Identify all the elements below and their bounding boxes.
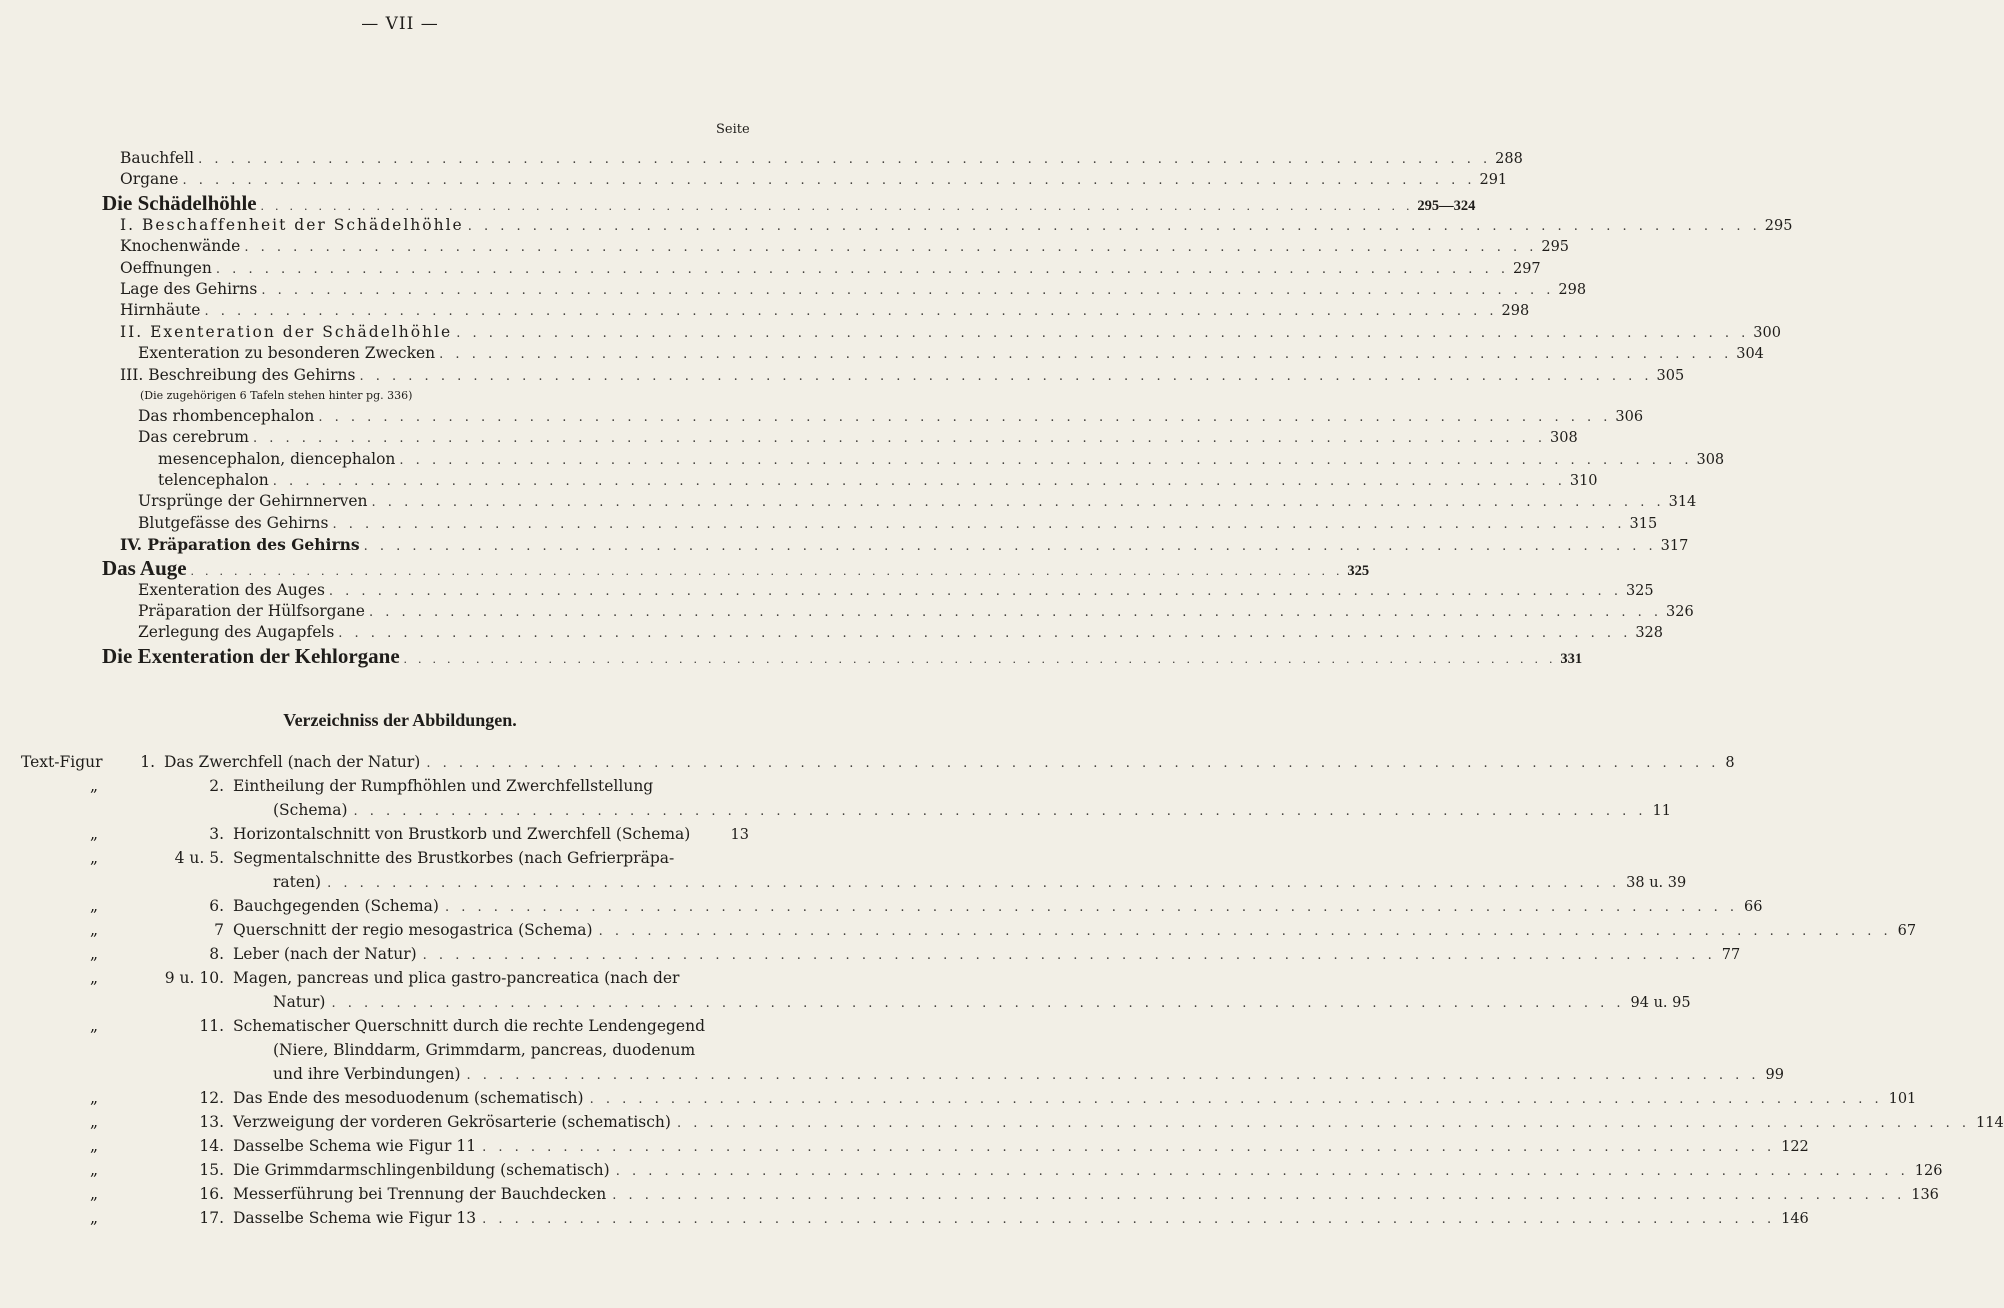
- figure-number: 2.: [209, 777, 224, 795]
- figure-page: 38 u. 39: [1626, 875, 1687, 891]
- toc-entry-page: 308: [1550, 430, 1578, 447]
- toc-entry-label: Zerlegung des Augapfels: [138, 623, 335, 642]
- toc-entry-page: 328: [1635, 625, 1664, 642]
- figure-entry: [0, 774, 1671, 822]
- figure-caption: Magen, pancreas und plica gastro-pancreatica (nach der: [233, 969, 680, 987]
- toc-entry-label: III. Beschreibung des Gehirns: [120, 365, 356, 384]
- dot-leader: . . . . . . . . . . . . . . . . . . . . . . . . . . . . . . . . . . . . . . . . . . . . . . . . . . . . . . . . . . . . . . . . . . . . . . . . . . . . . . . .: [598, 924, 1892, 939]
- toc-entry-label: Die Exenteration der Kehlorgane: [102, 643, 400, 668]
- figure-line: [233, 870, 1686, 894]
- figure-page: 11: [1652, 803, 1671, 819]
- figure-line: [233, 1110, 2004, 1134]
- toc-entry-page: 291: [1479, 172, 1508, 189]
- figure-caption: Horizontalschnitt von Brustkorb und Zwerchfell (Schema): [233, 825, 691, 843]
- figure-caption: Messerführung bei Trennung der Bauchdecken: [233, 1185, 607, 1203]
- dot-leader: . . . . . . . . . . . . . . . . . . . . . . . . . . . . . . . . . . . . . . . . . . . . . . . . . . . . . . . . . . . . . . . . . . . . . . . . . . . . . . . .: [331, 996, 1625, 1011]
- dot-leader: . . . . . . . . . . . . . . . . . . . . . . . . . . . . . . . . . . . . . . . . . . . . . . . . . . . . . . . . . . . . . . . . . . . . . . . . . . . . . . . .: [328, 583, 1622, 599]
- toc-entry: [0, 322, 1781, 343]
- toc-entry: [0, 169, 1508, 190]
- toc-entry-label: Die Schädelhöhle: [102, 190, 257, 215]
- figure-page: 8: [1725, 755, 1735, 771]
- dot-leader: . . . . . . . . . . . . . . . . . . . . . . . . . . . . . . . . . . . . . . . . . . . . . . . . . . . . . . . . . . . . . . . . . . . . . . . . . . . . . . . .: [399, 452, 1693, 468]
- dot-leader: . . . . . . . . . . . . . . . . . . . . . . . . . . . . . . . . . . . . . . . . . . . . . . . . . . . . . . . . . . . . . . . . . . . . . . . . . . . . . . . .: [244, 240, 1538, 256]
- figure-entry: [0, 1158, 1943, 1182]
- dot-leader: . . . . . . . . . . . . . . . . . . . . . . . . . . . . . . . . . . . . . . . . . . . . . . . . . . . . . . . . . . . . . . . . . . . . . . . . . . . . . . . .: [467, 218, 1761, 234]
- figure-line: [233, 1158, 1942, 1182]
- toc-entry: [0, 470, 1598, 491]
- figure-number: 8.: [209, 945, 224, 963]
- figure-number: 3.: [209, 825, 224, 843]
- figure-number: 13.: [199, 1113, 224, 1131]
- dot-leader: . . . . . . . . . . . . . . . . . . . . . . . . . . . . . . . . . . . . . . . . . . . . . . . . . . . . . . . . . . . . . . . . . . . . . . . . . . . . . . . .: [426, 756, 1720, 771]
- figure-number: 7: [214, 921, 224, 939]
- toc-entry-label: Organe: [120, 170, 179, 189]
- toc-entry: [0, 236, 1570, 257]
- toc-entry-label: Bauchfell: [120, 149, 195, 167]
- dot-leader: . . . . . . . . . . . . . . . . . . . . . . . . . . . . . . . . . . . . . . . . . . . . . . . . . . . . . . . . . . . . . . . . . . . . . . . . . . . . . . . .: [332, 516, 1626, 532]
- toc-entry-label: Lage des Gehirns: [120, 279, 258, 298]
- dot-leader: . . . . . . . . . . . . . . . . . . . . . . . . . . . . . . . . . . . . . . . . . . . . . . . . . . . . . . . . . . . . . . . . . . . . . . . . . . . . . . . .: [253, 431, 1547, 447]
- figure-number: 6.: [209, 897, 224, 915]
- figure-caption: Schematischer Querschnitt durch die rechte Lendengegend: [233, 1017, 706, 1035]
- figure-caption: Querschnitt der regio mesogastrica (Schema): [233, 921, 593, 939]
- figure-caption: Dasselbe Schema wie Figur 13: [233, 1209, 477, 1227]
- toc-entry-page: 305: [1656, 367, 1685, 384]
- toc-heading: [0, 555, 1370, 580]
- toc-entry-page: 298: [1558, 281, 1587, 298]
- toc-entry: [0, 427, 1578, 448]
- toc-entry-page: 325: [1625, 582, 1654, 599]
- toc-entry-page: 297: [1512, 260, 1541, 277]
- toc-entry: [0, 622, 1664, 643]
- figure-prefix: „: [90, 945, 99, 963]
- figure-page: 136: [1911, 1187, 1939, 1203]
- figure-prefix: „: [90, 849, 99, 867]
- dot-leader: . . . . . . . . . . . . . . . . . . . . . . . . . . . . . . . . . . . . . . . . . . . . . . . . . . . . . . . . . . . . . . . . . . . . . . . . . . . . . . . .: [318, 409, 1612, 425]
- figure-prefix: Text-Figur: [21, 753, 103, 771]
- figure-page: 94 u. 95: [1630, 995, 1691, 1011]
- dot-leader: . . . . . . . . . . . . . . . . . . . . . . . . . . . . . . . . . . . . . . . . . . . . . . . . . . . . . . . . . . . . . . . . . . . . . . . . . . . . . . . .: [456, 325, 1750, 341]
- figure-caption: raten): [273, 873, 322, 891]
- dot-leader: . . . . . . . . . . . . . . . . . . . . . . . . . . . . . . . . . . . . . . . . . . . . . . . . . . . . . . . . . . . . . . . . . . . . . . . . . . . . . . . .: [612, 1188, 1906, 1203]
- toc-heading: [0, 643, 1583, 668]
- toc-entry-page: 331: [1560, 650, 1583, 667]
- toc-entry: [0, 279, 1587, 300]
- figure-line: [233, 894, 1762, 918]
- figure-entry: [0, 846, 1687, 894]
- figure-line: [233, 1182, 1939, 1206]
- toc-heading: [0, 190, 1476, 215]
- figure-prefix: „: [90, 1161, 99, 1179]
- dot-leader: . . . . . . . . . . . . . . . . . . . . . . . . . . . . . . . . . . . . . . . . . . . . . . . . . . . . . . . . . . . . . . . . . . . . . . . . . . . . . . . .: [215, 261, 1509, 277]
- figure-prefix: „: [90, 825, 99, 843]
- toc-entry-label: IV. Präparation des Gehirns: [120, 535, 360, 555]
- toc-entry-label: Das rhombencephalon: [138, 406, 315, 425]
- toc-entry: [0, 300, 1530, 321]
- figure-number: 17.: [199, 1209, 224, 1227]
- toc-entry-label: II. Exenteration der Schädelhöhle: [120, 322, 453, 341]
- figure-line: [233, 966, 1691, 990]
- figure-prefix: „: [90, 1185, 99, 1203]
- toc-entry-label: I. Beschaffenheit der Schädelhöhle: [120, 215, 464, 234]
- dot-leader: . . . . . . . . . . . . . . . . . . . . . . . . . . . . . . . . . . . . . . . . . . . . . . . . . . . . . . . . . . . . . . . . . . . . . . . . . . . . . . . .: [482, 1212, 1776, 1227]
- figure-page: 126: [1914, 1163, 1943, 1179]
- toc-entry: [0, 534, 1689, 555]
- figure-line: [233, 1086, 1916, 1110]
- figure-entry: [0, 1086, 1917, 1110]
- toc-entry-page: 298: [1501, 303, 1530, 320]
- toc-entry: [0, 365, 1685, 386]
- dot-leader: . . . . . . . . . . . . . . . . . . . . . . . . . . . . . . . . . . . . . . . . . . . . . . . . . . . . . . . . . . . . . . . . . . . . . . . . . . . . . . . .: [327, 876, 1621, 891]
- figure-caption: und ihre Verbindungen): [273, 1065, 461, 1083]
- toc-entry: [0, 215, 1793, 236]
- figure-caption: Das Ende des mesoduodenum (schematisch): [233, 1089, 584, 1107]
- dot-leader: . . . . . . . . . . . . . . . . . . . . . . . . . . . . . . . . . . . . . . . . . . . . . . . . . . . . . . . . . . . . . . . . . . . . . . . . . . . . . . . .: [466, 1068, 1760, 1083]
- toc-entry-label: Exenteration des Auges: [138, 580, 325, 599]
- dot-leader: . . . . . . . . . . . . . . . . . . . . . . . . . . . . . . . . . . . . . . . . . . . . . . . . . . . . . . . . . . . . . . . . . . . . . . . . . . . . . . . .: [422, 948, 1716, 963]
- dot-leader: . . . . . . . . . . . . . . . . . . . . . . . . . . . . . . . . . . . . . . . . . . . . . . . . . . . . . . . . . . . . . . . . . . . . . . . . . . . . . . . .: [676, 1116, 1971, 1131]
- dot-leader: . . . . . . . . . . . . . . . . . . . . . . . . . . . . . . . . . . . . . . . . . . . . . . . . . . . . . . . . . . . . . . . . . . . . . . . . . . . . . . . .: [353, 804, 1647, 819]
- figure-entry: [0, 1134, 1809, 1158]
- figure-prefix: „: [90, 1113, 99, 1131]
- figure-number: 9 u. 10.: [164, 969, 224, 987]
- figure-entry: [0, 1014, 1784, 1086]
- figure-line: [164, 750, 1735, 774]
- seite-label: Seite: [716, 122, 750, 137]
- figure-caption: Die Grimmdarmschlingenbildung (schematisch): [233, 1161, 610, 1179]
- figure-caption: Dasselbe Schema wie Figur 11: [233, 1137, 477, 1155]
- figure-page: 101: [1888, 1091, 1917, 1107]
- figure-caption: Natur): [273, 993, 326, 1011]
- toc-entry-page: 317: [1660, 538, 1689, 555]
- figure-page: 99: [1765, 1067, 1784, 1083]
- toc-entry-label: Das cerebrum: [138, 428, 249, 447]
- dot-leader: . . . . . . . . . . . . . . . . . . . . . . . . . . . . . . . . . . . . . . . . . . . . . . . . . . . . . . . . . . . . . . . . . . . . . . . . . . . . . . . .: [359, 368, 1653, 384]
- figure-page: 13: [730, 827, 749, 843]
- figure-entry: [0, 822, 800, 846]
- figure-prefix: „: [90, 1017, 99, 1035]
- toc-entry-page: 295: [1541, 239, 1570, 256]
- figure-number: 12.: [199, 1089, 224, 1107]
- figure-entry: [0, 1182, 1939, 1206]
- figure-entry: [0, 942, 1741, 966]
- dot-leader: . . . . . . . . . . . . . . . . . . . . . . . . . . . . . . . . . . . . . . . . . . . . . . . . . . . . . . . . . . . . . . . . . . . . . . . . . . . . . . . .: [338, 626, 1632, 642]
- toc-entry-page: 304: [1736, 346, 1764, 363]
- figure-entry: [0, 750, 1735, 774]
- dot-leader: . . . . . . . . . . . . . . . . . . . . . . . . . . . . . . . . . . . . . . . . . . . . . . . . . . . . . . . . . . . . . . . . . . . . . . . . . . . . . . . .: [482, 1140, 1776, 1155]
- figure-number: 11.: [199, 1017, 224, 1035]
- toc-entry-label: Exenteration zu besonderen Zwecken: [138, 344, 436, 363]
- figure-line: [233, 942, 1740, 966]
- toc-entry: [0, 580, 1654, 601]
- toc-entry-page: 300: [1753, 324, 1781, 341]
- figure-line: [233, 774, 1671, 798]
- figure-page: 114: [1976, 1115, 2004, 1131]
- figure-line: [233, 1206, 1809, 1230]
- figure-caption: Das Zwerchfell (nach der Natur): [164, 753, 421, 771]
- dot-leader: . . . . . . . . . . . . . . . . . . . . . . . . . . . . . . . . . . . . . . . . . . . . . . . . . . . . . . . . . . . . . . . . . . . . . . . . . . . . . . . .: [363, 539, 1657, 555]
- figure-entry: [0, 1206, 1809, 1230]
- toc-entry: [0, 449, 1725, 470]
- dot-leader: . . . . . . . . . . . . . . . . . . . . . . . . . . . . . . . . . . . . . . . . . . . . . . . . . . . . . . . . . . . . . . . . . . . . . . . . . . . . . . . .: [439, 347, 1733, 363]
- toc-entry-page: 315: [1629, 515, 1658, 532]
- figure-line: [233, 990, 1691, 1014]
- figure-entry: [0, 1110, 2004, 1134]
- toc-entry-page: 325: [1347, 562, 1370, 579]
- figure-page: 122: [1781, 1139, 1809, 1155]
- toc-entry: [0, 601, 1694, 622]
- figure-line: [233, 1038, 1784, 1062]
- dot-leader: . . . . . . . . . . . . . . . . . . . . . . . . . . . . . . . . . . . . . . . . . . . . . . . . . . . . . . . . . . . . . . . . . . . . . . . . . . . . . . . .: [260, 197, 1414, 213]
- dot-leader: . . . . . . . . . . . . . . . . . . . . . . . . . . . . . . . . . . . . . . . . . . . . . . . . . . . . . . . . . . . . . . . . . . . . . . . . . . . . . . . .: [190, 562, 1344, 578]
- figure-number: 4 u. 5.: [174, 849, 224, 867]
- toc-entry: [0, 258, 1541, 279]
- figure-entry: [0, 894, 1763, 918]
- figure-line: [233, 822, 749, 846]
- toc-entry-label: Präparation der Hülfsorgane: [138, 602, 365, 621]
- toc-entry-page: 295: [1764, 217, 1793, 234]
- toc-entry: [0, 148, 1523, 169]
- toc-entry-label: Hirnhäute: [120, 301, 201, 320]
- figure-line: [233, 1134, 1809, 1158]
- figure-line: [233, 846, 1686, 870]
- toc-entry-page: 314: [1668, 494, 1697, 511]
- figure-caption: Leber (nach der Natur): [233, 945, 417, 963]
- figure-caption: Verzweigung der vorderen Gekrösarterie (schematisch): [233, 1113, 671, 1131]
- figure-line: [233, 798, 1671, 822]
- figure-page: 66: [1744, 899, 1763, 915]
- figure-entry: [0, 966, 1691, 1014]
- toc-entry-page: 326: [1666, 604, 1694, 621]
- toc-entry-label: Ursprünge der Gehirnnerven: [138, 492, 368, 511]
- dot-leader: . . . . . . . . . . . . . . . . . . . . . . . . . . . . . . . . . . . . . . . . . . . . . . . . . . . . . . . . . . . . . . . . . . . . . . . . . . . . . . . .: [182, 173, 1476, 189]
- figure-number: 14.: [199, 1137, 224, 1155]
- dot-leader: . . . . . . . . . . . . . . . . . . . . . . . . . . . . . . . . . . . . . . . . . . . . . . . . . . . . . . . . . . . . . . . . . . . . . . . . . . . . . . . .: [198, 152, 1492, 167]
- figure-line: [233, 918, 1916, 942]
- dot-leader: . . . . . . . . . . . . . . . . . . . . . . . . . . . . . . . . . . . . . . . . . . . . . . . . . . . . . . . . . . . . . . . . . . . . . . . . . . . . . . . .: [204, 304, 1498, 320]
- toc-entry: [0, 513, 1658, 534]
- dot-leader: . . . . . . . . . . . . . . . . . . . . . . . . . . . . . . . . . . . . . . . . . . . . . . . . . . . . . . . . . . . . . . . . . . . . . . . . . . . . . . . .: [615, 1164, 1909, 1179]
- figure-entry: [0, 918, 1917, 942]
- toc-entry-label: Knochenwände: [120, 237, 241, 256]
- toc-entry-label: telencephalon: [158, 471, 269, 490]
- figure-prefix: „: [90, 1209, 99, 1227]
- toc-entry-page: 310: [1569, 473, 1598, 490]
- toc-entry: [0, 491, 1697, 512]
- figure-prefix: „: [90, 777, 99, 795]
- table-of-contents: [0, 148, 1793, 668]
- figure-prefix: „: [90, 1137, 99, 1155]
- toc-entry-page: 288: [1495, 151, 1523, 167]
- toc-entry-page: 306: [1615, 408, 1644, 425]
- figures-title: Verzeichniss der Abbildungen.: [283, 710, 517, 730]
- dot-leader: . . . . . . . . . . . . . . . . . . . . . . . . . . . . . . . . . . . . . . . . . . . . . . . . . . . . . . . . . . . . . . . . . . . . . . . . . . . . . . . .: [589, 1092, 1883, 1107]
- dot-leader: . . . . . . . . . . . . . . . . . . . . . . . . . . . . . . . . . . . . . . . . . . . . . . . . . . . . . . . . . . . . . . . . . . . . . . . . . . . . . . . .: [368, 605, 1663, 621]
- dot-leader: . . . . . . . . . . . . . . . . . . . . . . . . . . . . . . . . . . . . . . . . . . . . . . . . . . . . . . . . . . . . . . . . . . . . . . . . . . . . . . . .: [261, 282, 1555, 298]
- page-number: — VII —: [361, 14, 439, 34]
- toc-note: (Die zugehörigen 6 Tafeln stehen hinter pg. 336): [140, 388, 413, 402]
- figure-line: [233, 1014, 1784, 1038]
- toc-entry-label: mesencephalon, diencephalon: [158, 449, 396, 468]
- dot-leader: . . . . . . . . . . . . . . . . . . . . . . . . . . . . . . . . . . . . . . . . . . . . . . . . . . . . . . . . . . . . . . . . . . . . . . . . . . . . . . . .: [403, 650, 1557, 666]
- dot-leader: . . . . . . . . . . . . . . . . . . . . . . . . . . . . . . . . . . . . . . . . . . . . . . . . . . . . . . . . . . . . . . . . . . . . . . . . . . . . . . . .: [272, 474, 1566, 490]
- dot-leader: . . . . . . . . . . . . . . . . . . . . . . . . . . . . . . . . . . . . . . . . . . . . . . . . . . . . . . . . . . . . . . . . . . . . . . . . . . . . . . . .: [444, 900, 1738, 915]
- dot-leader: . . . . . . . . . . . . . . . . . . . . . . . . . . . . . . . . . . . . . . . . . . . . . . . . . . . . . . . . . . . . . . . . . . . . . . . . . . . . . . . .: [371, 495, 1665, 511]
- figure-prefix: „: [90, 897, 99, 915]
- toc-entry-label: Das Auge: [102, 555, 187, 580]
- toc-entry-page: 295—324: [1417, 197, 1476, 214]
- figure-caption: Segmentalschnitte des Brustkorbes (nach Gefrierpräpa-: [233, 849, 675, 867]
- figure-caption: Eintheilung der Rumpfhöhlen und Zwerchfellstellung: [233, 777, 654, 795]
- figure-caption: Bauchgegenden (Schema): [233, 897, 439, 915]
- toc-entry: [0, 343, 1764, 364]
- figure-prefix: „: [90, 921, 99, 939]
- figure-caption: (Niere, Blinddarm, Grimmdarm, pancreas, duodenum: [273, 1041, 696, 1059]
- figure-number: 15.: [199, 1161, 224, 1179]
- toc-entry: [0, 406, 1644, 427]
- figure-line: [233, 1062, 1784, 1086]
- figure-number: 16.: [199, 1185, 224, 1203]
- figure-caption: (Schema): [273, 801, 348, 819]
- figure-page: 67: [1897, 923, 1917, 939]
- figure-page: 146: [1781, 1211, 1809, 1227]
- toc-entry-page: 308: [1696, 451, 1725, 468]
- figure-prefix: „: [90, 1089, 99, 1107]
- toc-entry-label: Blutgefässe des Gehirns: [138, 513, 329, 532]
- figure-number: 1.: [140, 753, 155, 771]
- figure-prefix: „: [90, 969, 99, 987]
- toc-entry-label: Oeffnungen: [120, 258, 212, 277]
- list-of-figures: [0, 750, 2004, 1230]
- figure-page: 77: [1721, 947, 1741, 963]
